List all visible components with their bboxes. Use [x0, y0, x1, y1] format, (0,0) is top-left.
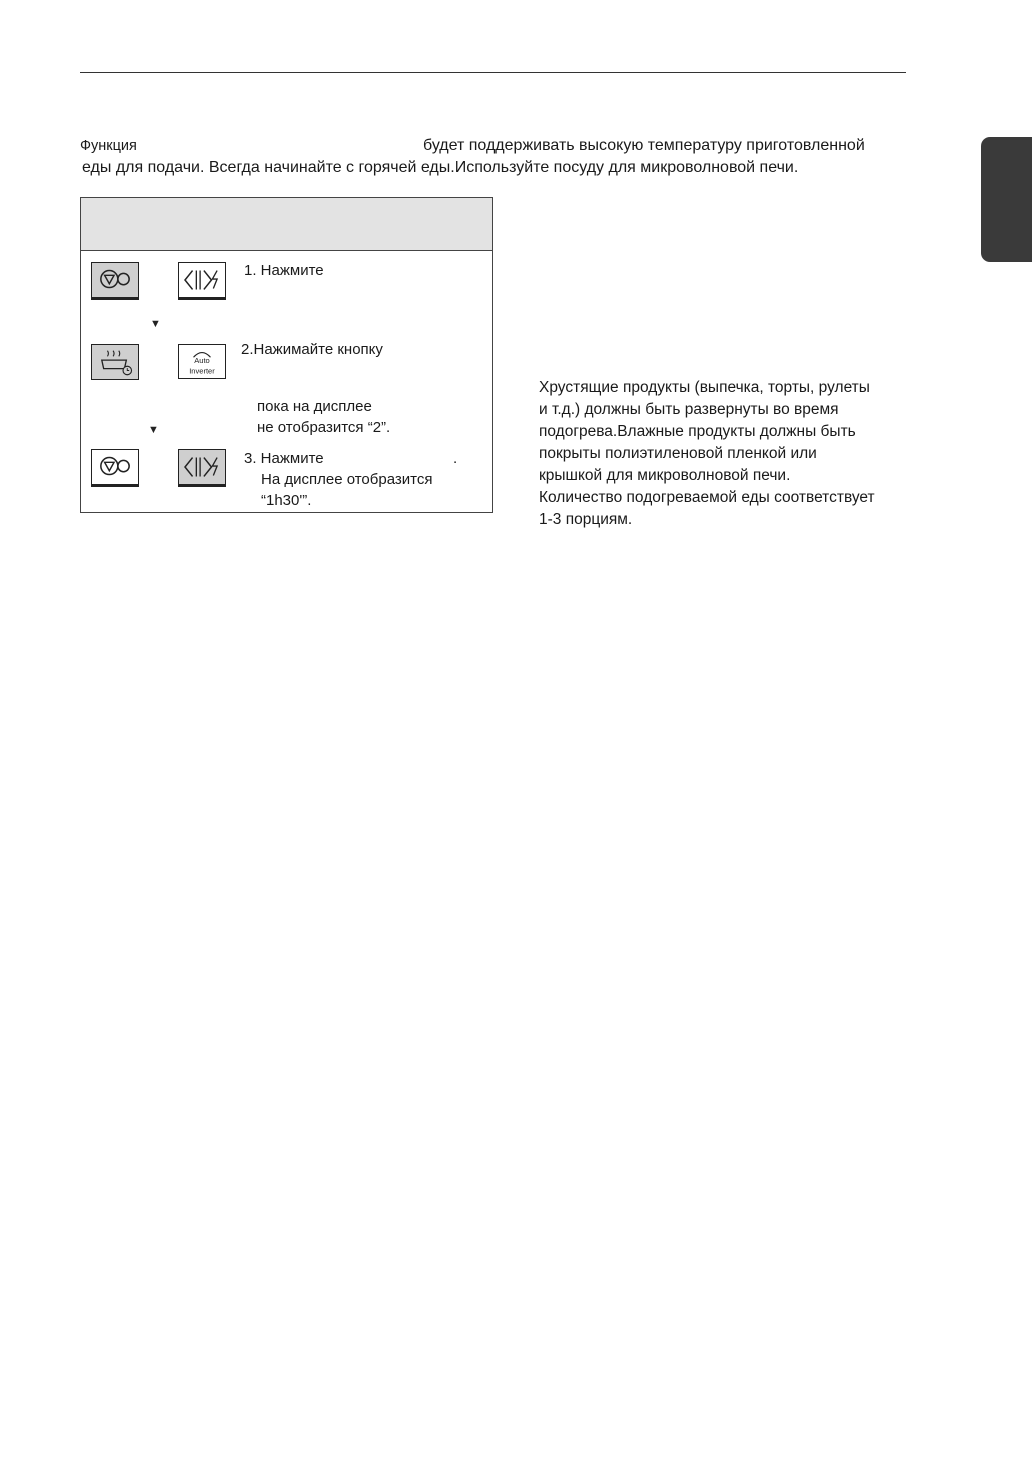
notes-line: подогрева.Влажные продукты должны быть: [539, 423, 856, 440]
intro-text-line1: будет поддерживать высокую температуру приготовленной: [423, 137, 865, 154]
start-turbo-button-icon: [178, 262, 226, 298]
notes-line: крышкой для микроволновой печи.: [539, 467, 791, 484]
auto-label: Auto: [194, 355, 210, 365]
intro-text-line2: еды для подачи. Всегда начинайте с горячей еды.Используйте посуду для микроволновой печи.: [82, 159, 799, 176]
reheating-notes: [539, 377, 939, 531]
step3-detail-line1: На дисплее отобразится: [261, 471, 433, 488]
step2-text: 2.Нажимайте кнопку: [241, 341, 383, 358]
intro-function-word: Функция: [80, 138, 137, 154]
down-arrow-icon: ▼: [150, 318, 161, 330]
step3-text: 3. Нажмите: [244, 450, 324, 467]
inverter-label: Inverter: [189, 366, 215, 376]
step3-detail-line2: “1h30'”.: [261, 492, 312, 509]
notes-line: Хрустящие продукты (выпечка, торты, рулеты: [539, 379, 870, 396]
keep-warm-button-icon: [91, 344, 139, 380]
notes-line: 1-3 порциям.: [539, 511, 633, 528]
step1-text: 1. Нажмите: [244, 262, 324, 279]
instruction-panel: [80, 197, 493, 513]
down-arrow-icon: ▼: [148, 424, 159, 436]
notes-line: покрыты полиэтиленовой пленкой или: [539, 445, 817, 462]
top-divider: [80, 72, 906, 73]
language-side-tab: [981, 137, 1032, 262]
notes-line: и т.д.) должны быть развернуты во время: [539, 401, 839, 418]
step3-period: .: [453, 450, 458, 467]
auto-inverter-button-icon: [178, 344, 226, 379]
step2-detail-line2: не отобразится “2”.: [257, 419, 391, 436]
panel-header: [81, 198, 492, 251]
stop-clear-button-icon: [91, 262, 139, 298]
start-turbo-button-icon: [178, 449, 226, 485]
stop-clear-button-icon: [91, 449, 139, 485]
notes-line: Количество подогреваемой еды соответствует: [539, 489, 875, 506]
step2-detail-line1: пока на дисплее: [257, 398, 372, 415]
